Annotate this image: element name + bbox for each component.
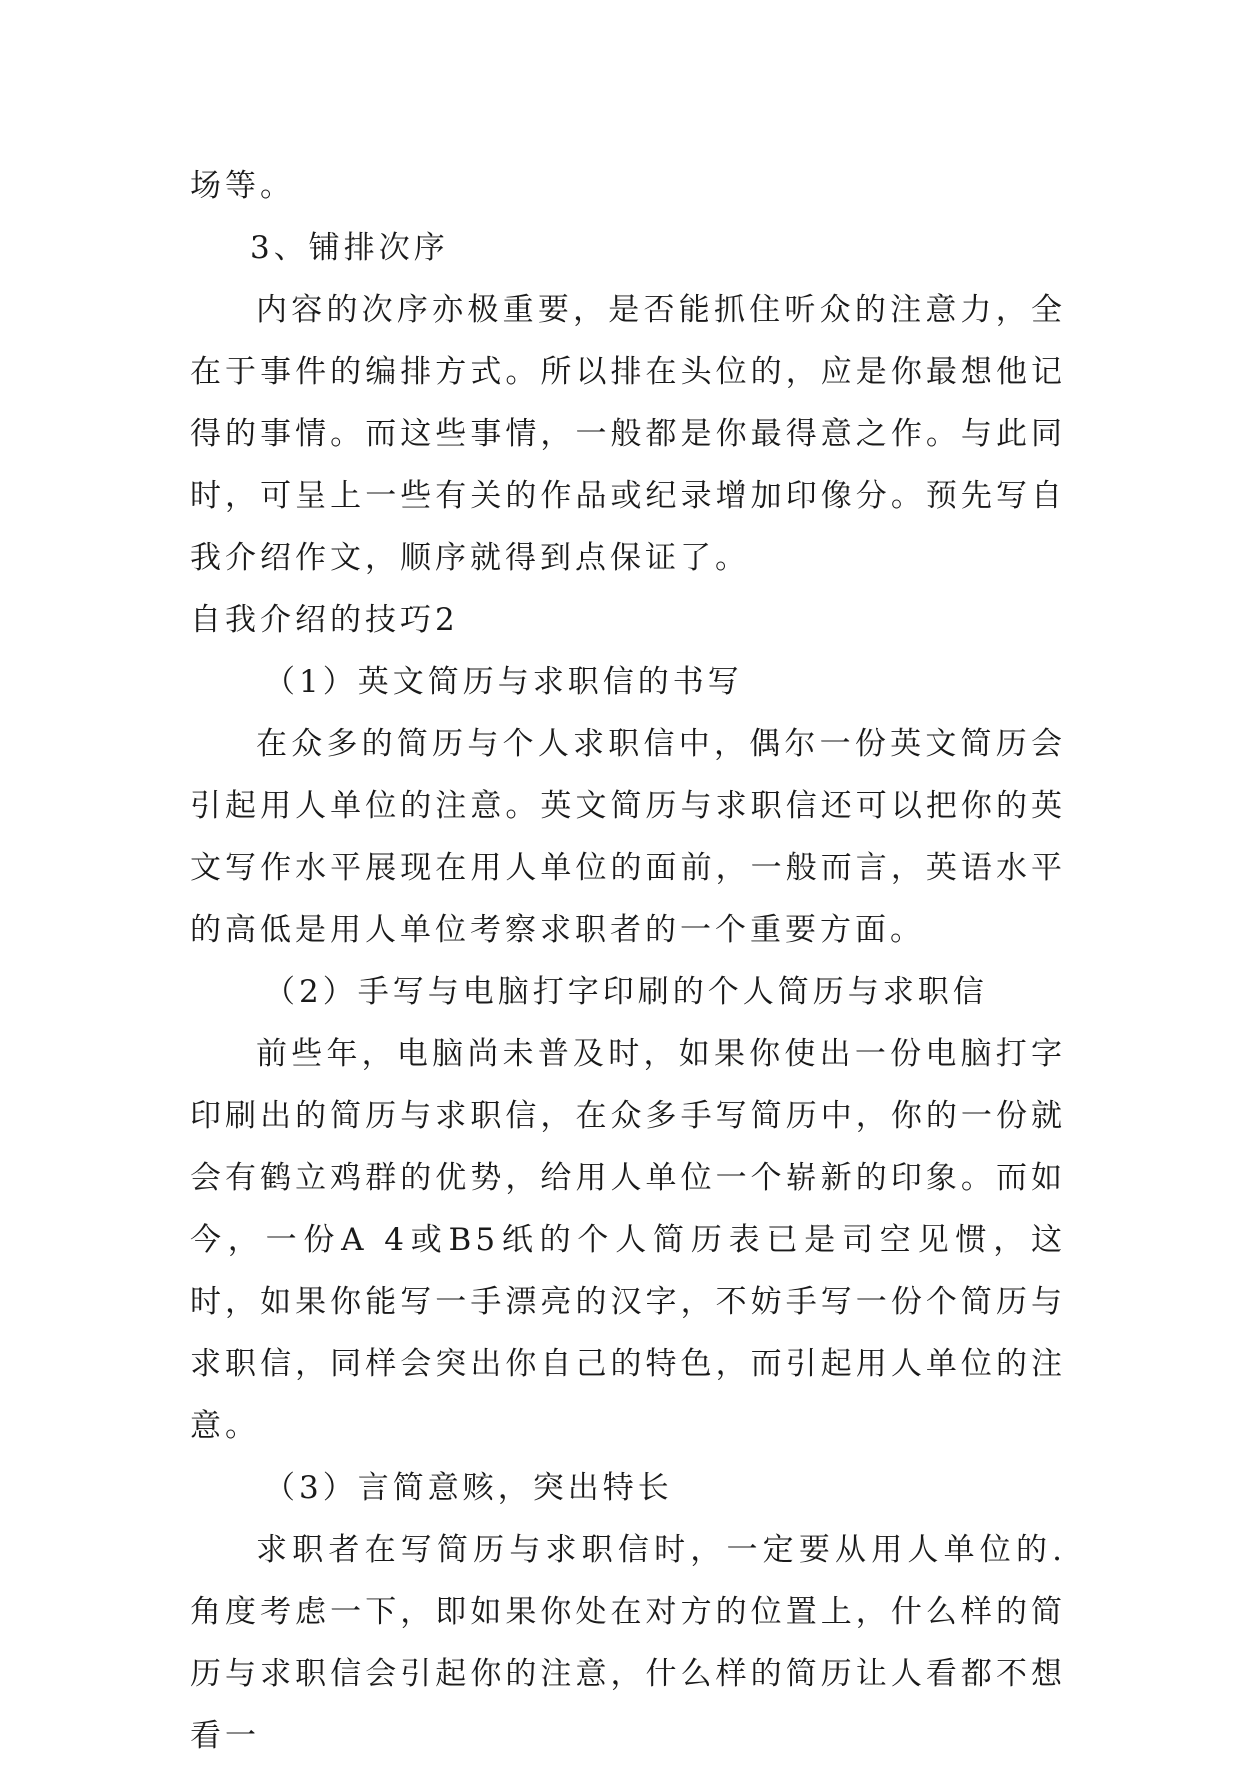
paragraph-concise: 求职者在写简历与求职信时，一定要从用人单位的.角度考虑一下，即如果你处在对方的位置上，什么样的简历与求职信会引起你的注意，什么样的简历让人看都不想看一: [190, 1532, 1066, 1754]
paragraph-continuation: 场等。: [190, 168, 295, 204]
paragraph-handwritten-vs-printed: 前些年，电脑尚未普及时，如果你使出一份电脑打字印刷出的简历与求职信，在众多手写简历中，你的一份就会有鹤立鸡群的优势，给用人单位一个崭新的印象。而如今，一份A 4或B5纸的个人简历表已是司空见惯，这时，如果你能写一手漂亮的汉字，不妨手写一份个简历与求职信，同样会突出你自己的特色，而引起用人单位的注意。: [190, 1036, 1066, 1444]
subheading-concise: （3）言简意赅，突出特长: [264, 1470, 673, 1506]
paragraph-ordering: 内容的次序亦极重要，是否能抓住听众的注意力，全在于事件的编排方式。所以排在头位的，应是你最想他记得的事情。而这些事情，一般都是你最得意之作。与此同时，可呈上一些有关的作品或纪录增加印像分。预先写自我介绍作文，顺序就得到点保证了。: [190, 292, 1066, 576]
section-title-tips-2: 自我介绍的技巧2: [190, 602, 459, 638]
paragraph-english-resume: 在众多的简历与个人求职信中，偶尔一份英文简历会引起用人单位的注意。英文简历与求职信还可以把你的英文写作水平展现在用人单位的面前，一般而言，英语水平的高低是用人单位考察求职者的一个重要方面。: [190, 726, 1066, 948]
subheading-english-resume: （1）英文简历与求职信的书写: [264, 664, 743, 700]
subheading-handwritten-vs-printed: （2）手写与电脑打字印刷的个人简历与求职信: [264, 974, 988, 1010]
subheading-ordering: 3、铺排次序: [250, 230, 449, 266]
document-body: [190, 155, 1066, 1767]
